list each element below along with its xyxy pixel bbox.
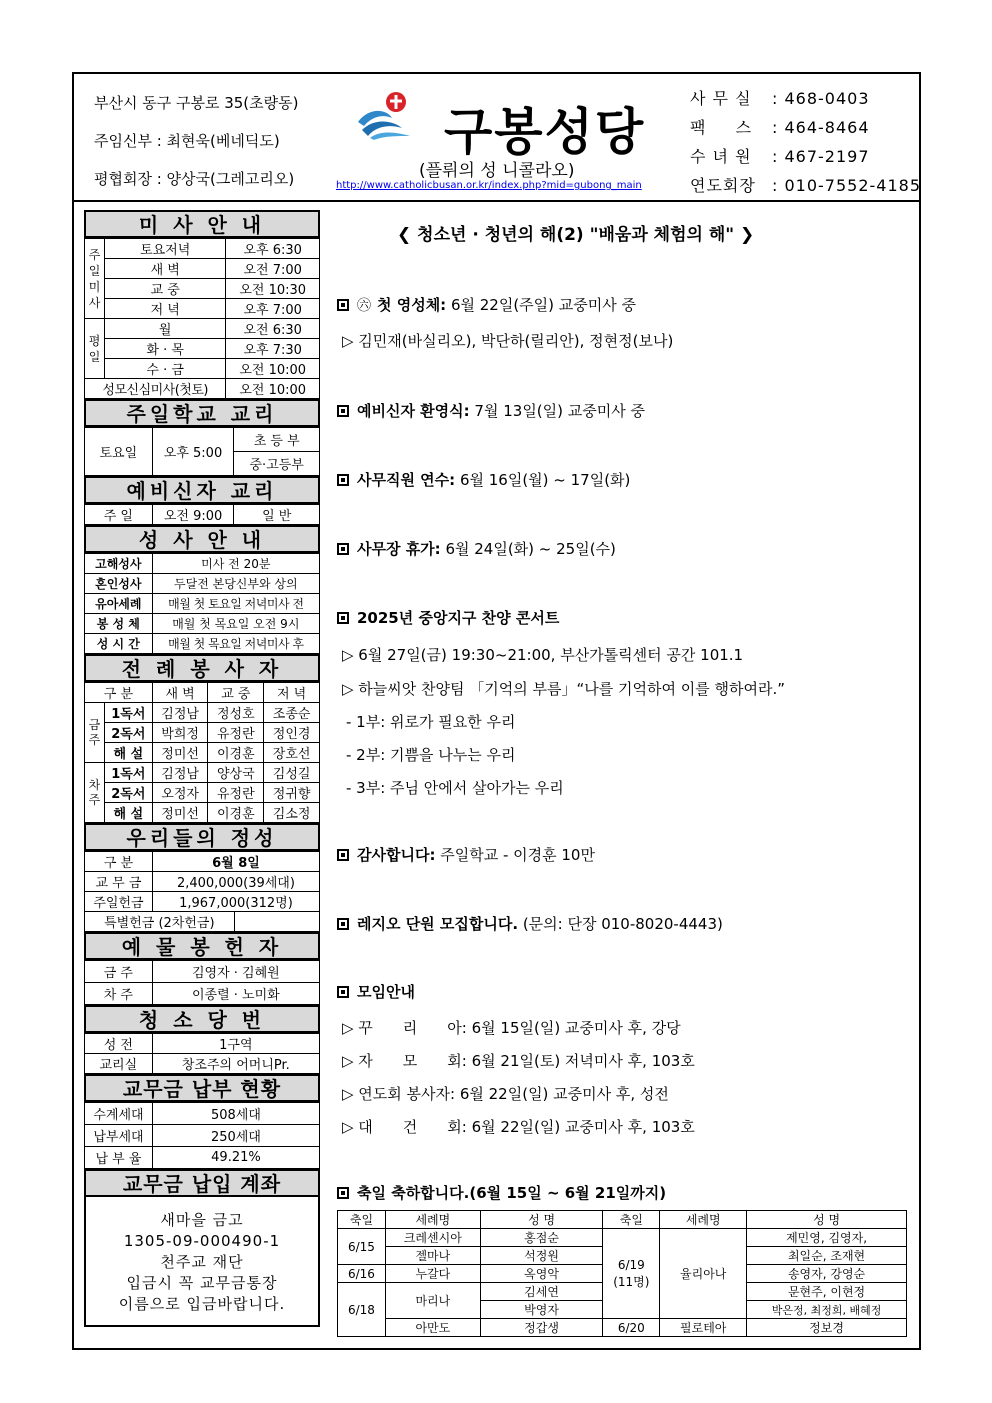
church-title: 구봉성당: [444, 103, 646, 161]
weekday-mass-label: 평일: [85, 319, 105, 379]
first-communion-detail: ▷ 김민재(바실리오), 박단하(릴리안), 정현정(보나): [342, 332, 674, 350]
sacrament-row: 고해성사 미사 전 20분: [85, 554, 320, 574]
sacrament-title: 성 사 안 내: [84, 525, 320, 553]
church-address: 부산시 동구 구봉로 35(초량동): [94, 94, 299, 112]
tithe-table: [84, 1102, 320, 1169]
servers-table: [84, 682, 320, 823]
bullet-icon: [337, 299, 349, 311]
list-item: ▷ 연도회 봉사자: 6월 22일(일) 교중미사 후, 성전: [342, 1085, 669, 1103]
feast-header-row: 축일 세례명 성 명 축일 세례명 성 명: [338, 1211, 907, 1229]
bullet-icon: [337, 918, 349, 930]
table-row: 금 주 김영자 · 김혜원: [85, 961, 320, 983]
mass-row: 성모신심미사(첫토) 오전 10:00: [85, 379, 320, 399]
feast-item: 축일 축하합니다.(6월 15일 ~ 6월 21일까지): [337, 1182, 666, 1203]
list-item: ▷ 꾸 리 아: 6월 15일(일) 교중미사 후, 강당: [342, 1019, 681, 1037]
meetings-item: 모임안내: [337, 981, 415, 1002]
contact-office: 사 무 실 : 468-0403: [690, 89, 870, 108]
concert-item: 2025년 중앙지구 찬양 콘서트: [337, 607, 559, 628]
pastor-info: 주임신부 : 최현욱(베네딕도): [94, 132, 280, 150]
offering-title: 우리들의 정성: [84, 823, 320, 851]
legio-item: 레지오 단원 모집합니다. (문의: 단장 010-8020-4443): [337, 913, 723, 934]
catechumen-table: 주 일 오전 9:00 일 반: [84, 504, 320, 525]
table-row: 6/16 누갈다 옥영악 송영자, 강영순: [338, 1265, 907, 1283]
table-row: 6/18 마리나 김세연 문현주, 이현정: [338, 1283, 907, 1301]
host-icon: ㊅: [357, 298, 371, 314]
first-communion-item: ㊅ 첫 영성체: 6월 22일(주일) 교중미사 중: [337, 294, 636, 315]
servers-title: 전 례 봉 사 자: [84, 654, 320, 682]
table-row: 수계세대 508세대: [85, 1103, 320, 1125]
bullet-icon: [337, 543, 349, 555]
offering-table: [84, 851, 320, 932]
bullet-icon: [337, 612, 349, 624]
church-website-link[interactable]: http://www.catholicbusan.or.kr/index.php?mid=gubong_main: [336, 180, 642, 191]
sacrament-row: 성 시 간 매월 첫 목요일 저녁미사 후: [85, 634, 320, 654]
list-item: ▷ 6월 27일(금) 19:30~21:00, 부산가톨릭센터 공간 101.1: [342, 646, 744, 664]
year-theme: ❮ 청소년 · 청년의 해(2) "배움과 체험의 해" ❯: [397, 225, 755, 245]
donor-table: [84, 960, 320, 1005]
contact-convent: 수 녀 원 : 467-2197: [690, 147, 870, 166]
bullet-icon: [337, 405, 349, 417]
sunday-school-table: 토요일 오후 5:00 초 등 부 중·고등부: [84, 427, 320, 476]
sunday-mass-label: 주일미사: [85, 239, 105, 319]
thanks-item: 감사합니다: 주일학교 - 이경훈 10만: [337, 844, 595, 865]
sacrament-row: 봉 성 체 매월 첫 목요일 오전 9시: [85, 614, 320, 634]
list-item: ▷ 하늘씨앗 찬양팀 「기억의 부름」“나를 기억하여 이를 행하여라.”: [342, 680, 785, 698]
table-row: 교 무 금 2,400,000(39세대): [85, 872, 320, 892]
servers-header-row: 구 분 새 벽 교 중 저 녁: [85, 683, 320, 703]
table-row: 납 부 율 49.21%: [85, 1147, 320, 1169]
table-row: 성 전 1구역: [85, 1034, 320, 1054]
mass-row: 저 녁 오후 7:00: [85, 299, 320, 319]
table-row: 2독서 박희정 유정란 정인경: [85, 723, 320, 743]
table-row: 박영자 박은정, 최정희, 배혜정: [338, 1301, 907, 1319]
mass-row: 평일 월 오전 6:30: [85, 319, 320, 339]
sacrament-row: 유아세례 매월 첫 토요일 저녁미사 전: [85, 594, 320, 614]
tithe-title: 교무금 납부 현황: [84, 1074, 320, 1102]
list-item: ▷ 대 건 회: 6월 22일(일) 교중미사 후, 103호: [342, 1118, 695, 1136]
bulletin-page: [72, 72, 921, 1350]
donor-title: 예 물 봉 헌 자: [84, 932, 320, 960]
bullet-icon: [337, 849, 349, 861]
bullet-icon: [337, 986, 349, 998]
table-row: 차주 1독서 김정남 양상국 김성길: [85, 763, 320, 783]
bank-account-box: 새마을 금고 1305-09-000490-1 천주교 재단 입금시 꼭 교무금통장 이름으로 입금바랍니다.: [84, 1197, 320, 1327]
table-row: 구 분 6월 8일: [85, 852, 320, 872]
feast-day-table: [337, 1210, 907, 1337]
table-row: 납부세대 250세대: [85, 1125, 320, 1147]
mass-row: 새 벽 오전 7:00: [85, 259, 320, 279]
table-row: 해 설 정미선 이경훈 장호선: [85, 743, 320, 763]
left-column: [84, 210, 320, 1327]
council-info: 평협회장 : 양상국(그레고리오): [94, 170, 295, 188]
table-row: 해 설 정미선 이경훈 김소정: [85, 803, 320, 823]
mass-row: 수 · 금 오전 10:00: [85, 359, 320, 379]
mass-row: 주일미사 토요저녁 오후 6:30: [85, 239, 320, 259]
contact-fax: 팩 스 : 464-8464: [690, 118, 870, 137]
bullet-icon: [337, 1187, 349, 1199]
cleaning-table: [84, 1033, 320, 1074]
training-item: 사무직원 연수: 6월 16일(월) ~ 17일(화): [337, 469, 630, 490]
cleaning-title: 청 소 당 번: [84, 1005, 320, 1033]
catechumen-title: 예비신자 교리: [84, 476, 320, 504]
mass-schedule-title: 미 사 안 내: [84, 210, 320, 238]
patron-saint: (플뤼의 성 니콜라오): [419, 161, 575, 181]
table-row: 아만도 정갑생 6/20 필로테아 정보경: [338, 1319, 907, 1337]
mass-row: 교 중 오전 10:30: [85, 279, 320, 299]
account-title: 교무금 납입 계좌: [84, 1169, 320, 1197]
mass-row: 화 · 목 오후 7:30: [85, 339, 320, 359]
sacrament-row: 혼인성사 두달전 본당신부와 상의: [85, 574, 320, 594]
table-row: 6/15 크레센시아 홍점순 6/19 (11명) 율리아나 제민영, 김영자,: [338, 1229, 907, 1247]
list-item: - 3부: 주님 안에서 살아가는 우리: [346, 779, 564, 797]
list-item: ▷ 자 모 회: 6월 21일(토) 저녁미사 후, 103호: [342, 1052, 695, 1070]
sunday-school-title: 주일학교 교리: [84, 399, 320, 427]
list-item: - 2부: 기쁨을 나누는 우리: [346, 746, 516, 764]
list-item: - 1부: 위로가 필요한 우리: [346, 713, 516, 731]
table-row: 2독서 오정자 유정란 정귀향: [85, 783, 320, 803]
table-row: 금주 1독서 김정남 정성호 조종순: [85, 703, 320, 723]
bulletin-header: [74, 74, 919, 202]
vacation-item: 사무장 휴가: 6월 24일(화) ~ 25일(수): [337, 538, 616, 559]
bullet-icon: [337, 474, 349, 486]
contact-funeral-head: 연도회장 : 010-7552-4185: [690, 176, 921, 195]
church-logo-icon: [356, 90, 412, 140]
welcome-item: 예비신자 환영식: 7월 13일(일) 교중미사 중: [337, 400, 645, 421]
table-row: 젤마나 석정원 최일순, 조재현: [338, 1247, 907, 1265]
sacrament-table: [84, 553, 320, 654]
table-row: 주일헌금 1,967,000(312명): [85, 892, 320, 912]
table-row: 교리실 창조주의 어머니Pr.: [85, 1054, 320, 1074]
table-row: 차 주 이종렬 · 노미화: [85, 983, 320, 1005]
mass-schedule-table: [84, 238, 320, 399]
table-row: 특별헌금 (2차헌금): [85, 912, 320, 932]
